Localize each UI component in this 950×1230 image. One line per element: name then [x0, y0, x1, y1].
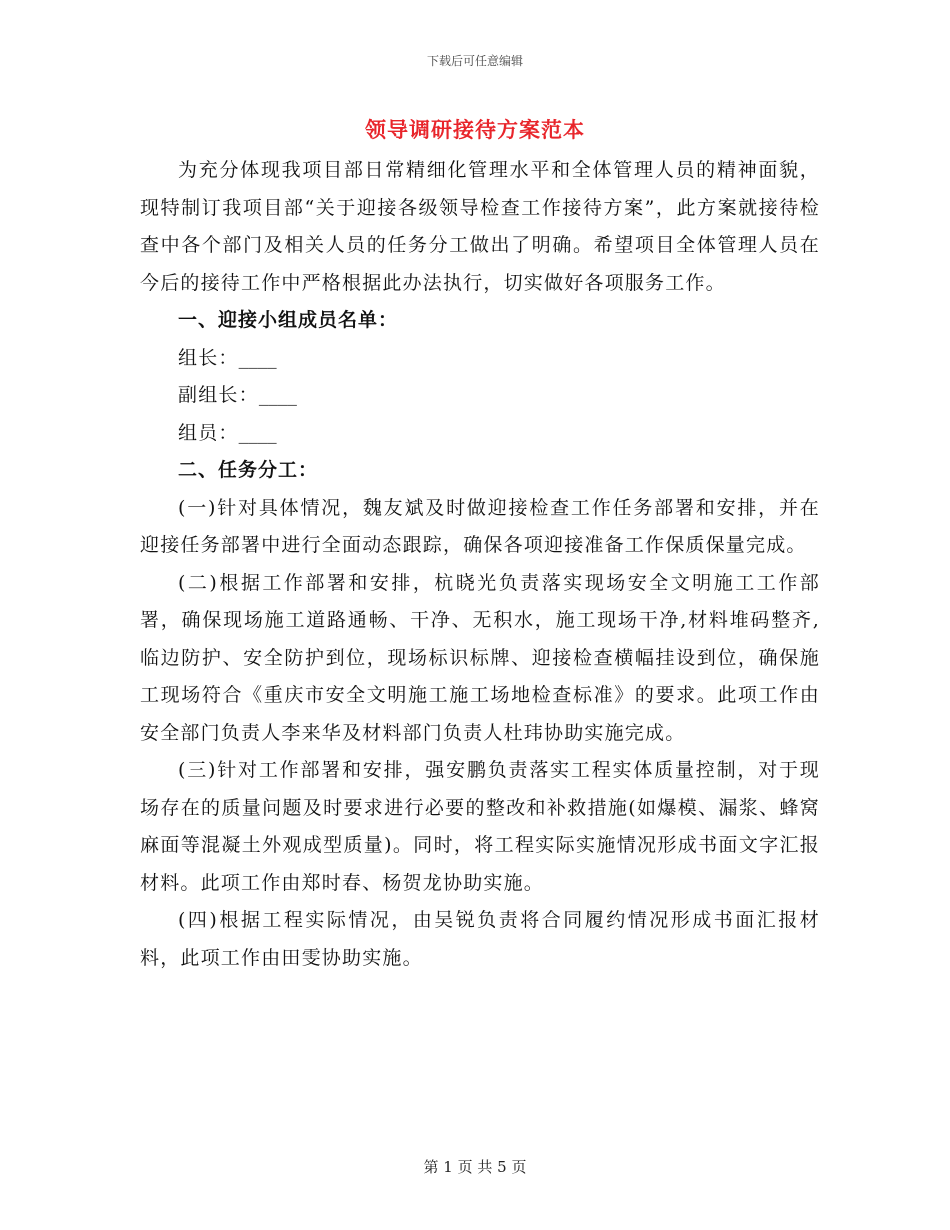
header-note: 下载后可任意编辑: [426, 54, 523, 68]
task-paragraph-4: (四)根据工程实际情况，由吴锐负责将合同履约情况形成书面汇报材料，此项工作由田雯协助实施。: [140, 909, 820, 969]
task-paragraph-3: (三)针对工作部署和安排，强安鹏负责落实工程实体质量控制，对于现场存在的质量问题及时要求进行必要的整改和补救措施(如爆模、漏浆、蜂窝麻面等混凝土外观成型质量)。同时，将工程实际实施情况形成书面文字汇报材料。此项工作由郑时春、杨贺龙协助实施。: [140, 759, 820, 894]
task-paragraph-1: (一)针对具体情况，魏友斌及时做迎接检查工作任务部署和安排，并在迎接任务部署中进行全面动态跟踪，确保各项迎接准备工作保质保量完成。: [140, 496, 820, 556]
member-label: 组员：: [178, 421, 239, 444]
page-footer: 第 1 页 共 5 页: [423, 1158, 527, 1176]
member-blank: ____: [238, 346, 277, 369]
section-2-heading: 二、任务分工：: [178, 459, 319, 481]
member-label: 副组长：: [178, 384, 259, 406]
task-paragraph-2: (二)根据工作部署和安排，杭晓光负责落实现场安全文明施工工作部署，确保现场施工道路通畅、干净、无积水，施工现场干净,材料堆码整齐,临边防护、安全防护到位，现场标识标牌、迎接检查横幅挂设到位，确保施工现场符合《重庆市安全文明施工施工场地检查标准》的要求。此项工作由安全部门负责人李来华及材料部门负责人杜玮协助实施完成。: [140, 571, 820, 744]
intro-paragraph: 为充分体现我项目部日常精细化管理水平和全体管理人员的精神面貌，现特制订我项目部“关于迎接各级领导检查工作接待方案”，此方案就接待检查中各个部门及相关人员的任务分工做出了明确。希望项目全体管理人员在今后的接待工作中严格根据此办法执行，切实做好各项服务工作。: [140, 159, 820, 294]
document-title: 领导调研接待方案范本: [365, 117, 585, 142]
member-deputy-leader: [140, 377, 820, 415]
member-blank: ____: [238, 421, 277, 444]
member-label: 组长：: [178, 346, 239, 369]
member-leader: [140, 340, 820, 378]
member-members: [140, 415, 820, 453]
document-body: [140, 152, 820, 977]
member-blank: ____: [258, 384, 297, 406]
section-1-heading: 一、迎接小组成员名单：: [178, 309, 399, 331]
